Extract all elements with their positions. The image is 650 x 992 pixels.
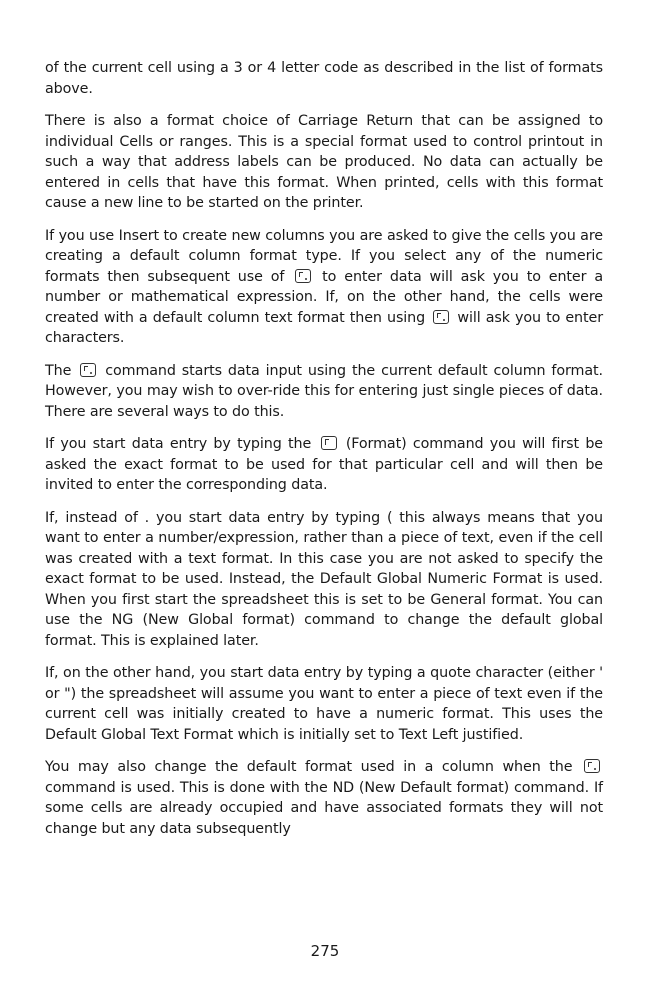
paragraph-6: If, instead of . you start data entry by typing ( this always means that you want to enter a number/expression, rather than a piece of text, even if the cell was created with a text format. In this case you are not asked to specify the exact format to be used. Instead, the Default Global Numeric Format is used. When you first start the spreadsheet this is set to be General format. You can use the NG (New Global format) command to change the default global format. This is explained later. (45, 509, 603, 649)
enter-key-icon (433, 310, 449, 324)
enter-key-icon (584, 759, 600, 773)
page-number: 275 (310, 942, 340, 960)
paragraph-1: of the current cell using a 3 or 4 letter code as described in the list of formats above. (45, 60, 603, 97)
document-page (45, 58, 603, 851)
paragraph-5: If you start data entry by typing the (Format) command you will first be asked the exact format to be used for that particular cell and will then be invited to enter the corresponding data. (45, 436, 604, 493)
enter-key-icon (295, 269, 311, 283)
format-key-icon (321, 436, 337, 450)
paragraph-2: There is also a format choice of Carriage Return that can be assigned to individual Cells or ranges. This is a special format used to control printout in such a way that address labels can be produced. No data can actually be entered in cells that have this format. When printed, cells with this format cause a new line to be started on the printer. (45, 113, 603, 211)
paragraph-4: The command starts data input using the current default column format. However, you may wish to over-ride this for entering just single pieces of data. There are several ways to do this. (45, 362, 603, 420)
paragraph-3: If you use Insert to create new columns you are asked to give the cells you are creating a default column format type. If you select any of the numeric formats then subsequent use of to enter data will ask you to enter a number or mathematical expression. If, on the other hand, the cells were created with a default column text format then using will ask you to enter characters. (45, 227, 603, 346)
paragraph-7: If, on the other hand, you start data entry by typing a quote character (either ' or ") the spreadsheet will assume you want to enter a piece of text even if the current cell was initially created to have a numeric format. This uses the Default Global Text Format which is initially set to Text Left justified. (45, 665, 603, 743)
paragraph-8: You may also change the default format used in a column when the command is used. This is done with the ND (New Default format) command. If some cells are already occupied and have associated formats they will not change but any data subsequently (45, 759, 603, 837)
enter-key-icon (80, 363, 96, 377)
